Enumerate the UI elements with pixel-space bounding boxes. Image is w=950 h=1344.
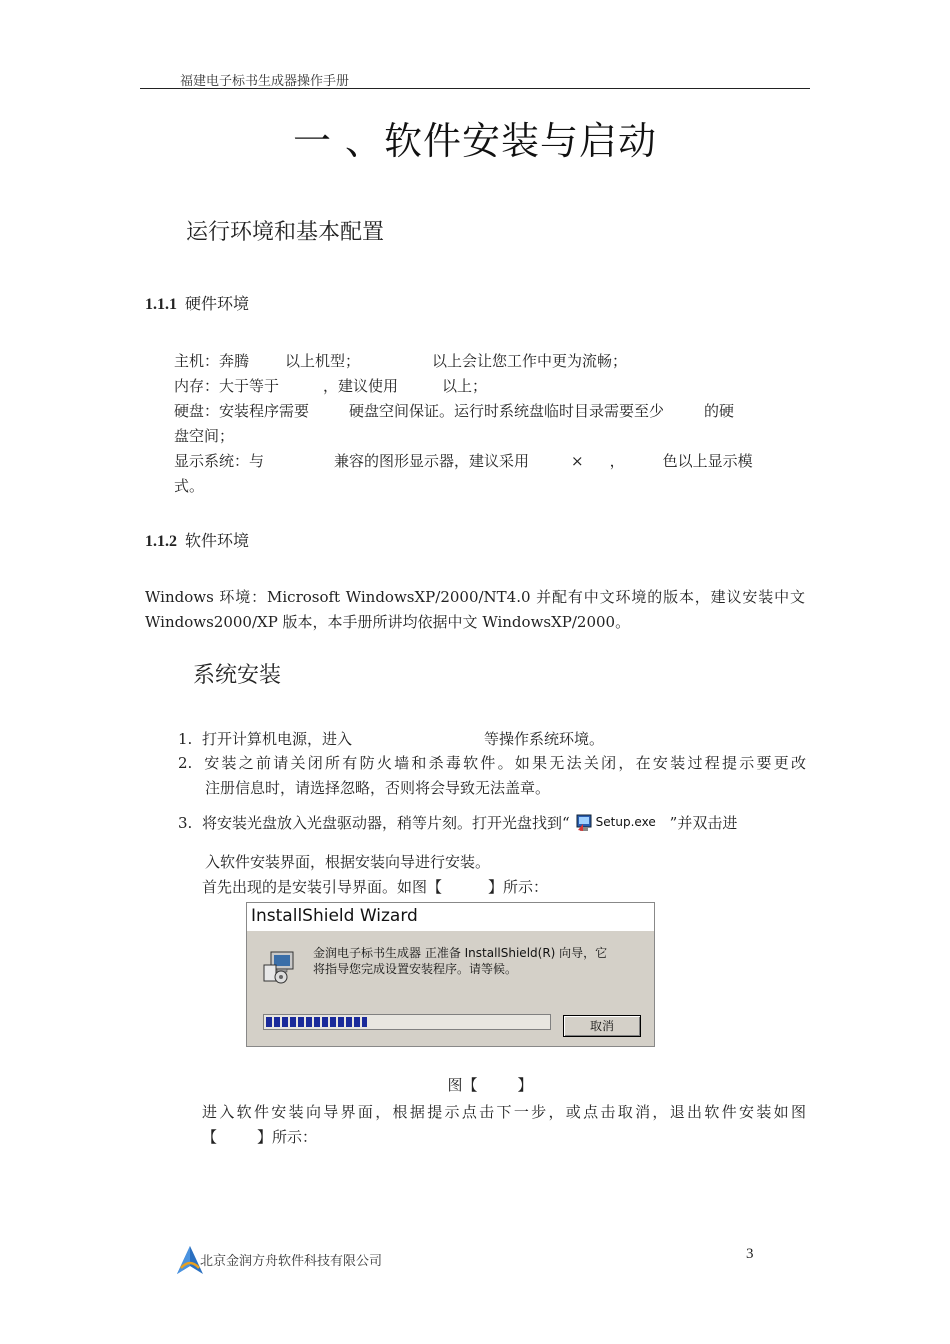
footer-company: 北京金润方舟软件科技有限公司 xyxy=(200,1254,383,1269)
text-span: × xyxy=(571,452,584,470)
text-span: 兼容的图形显示器，建议采用 xyxy=(334,452,530,470)
text-span: 将安装光盘放入光盘驱动器，稍等片刻。打开光盘找到“ xyxy=(202,814,570,832)
step-3-line3 xyxy=(202,876,548,897)
hardware-line-disk xyxy=(174,400,734,421)
header-rule xyxy=(140,88,810,89)
subsection-title: 软件环境 xyxy=(185,531,250,550)
subsection-title: 硬件环境 xyxy=(185,294,250,313)
section-heading-environment: 运行环境和基本配置 xyxy=(186,220,385,245)
dialog-message xyxy=(313,945,607,977)
figure-caption xyxy=(0,1074,950,1095)
hardware-line-display xyxy=(174,450,753,471)
step-2-line2: 注册信息时，请选择忽略，否则将会导致无法盖章。 xyxy=(205,779,551,797)
step-1 xyxy=(178,728,604,749)
after-paragraph-line2 xyxy=(202,1126,317,1147)
install-progress-fill xyxy=(266,1017,367,1027)
text-span: ，建议使用 xyxy=(323,377,399,395)
step-2-line1 xyxy=(178,752,806,773)
text-span: 以上会让您工作中更为流畅； xyxy=(432,352,628,370)
install-progress-bar xyxy=(263,1014,551,1030)
dialog-title: InstallShield Wizard xyxy=(251,906,418,926)
dialog-message-line: 将指导您完成设置安装程序。请等候。 xyxy=(313,962,518,976)
text-span: 】 xyxy=(517,1076,533,1094)
software-paragraph-line1: Windows 环境：Microsoft WindowsXP/2000/NT4.0 并配有中文环境的版本，建议安装中文 xyxy=(145,588,805,606)
text-span: 安装之前请关闭所有防火墙和杀毒软件。如果无法关闭，在安装过程提示要更改 xyxy=(202,754,806,772)
step-number: 2. xyxy=(178,754,193,772)
text-span: 】所示： xyxy=(488,878,549,896)
subsection-heading-hardware xyxy=(145,291,249,314)
text-span: ”并双击进 xyxy=(669,814,738,832)
text-span: 内存：大于等于 xyxy=(174,377,280,395)
cancel-button[interactable]: 取消 xyxy=(563,1015,641,1037)
text-span: 色以上显示模 xyxy=(662,452,753,470)
hardware-line-disk-cont: 盘空间； xyxy=(174,427,235,445)
text-span: 主机：奔腾 xyxy=(174,352,250,370)
text-span: 首先出现的是安装引导界面。如图【 xyxy=(202,878,443,896)
step-number: 1. xyxy=(178,730,193,748)
setup-exe-label: Setup.exe xyxy=(595,815,656,829)
step-number: 3. xyxy=(178,814,193,832)
text-span: 的硬 xyxy=(704,402,735,420)
dialog-message-line: 金润电子标书生成器 正准备 InstallShield(R) 向导，它 xyxy=(313,946,608,960)
text-span: 图【 xyxy=(447,1076,478,1094)
running-header: 福建电子标书生成器操作手册 xyxy=(180,74,350,89)
hardware-line-display-cont: 式。 xyxy=(174,477,205,495)
software-paragraph-line2: Windows2000/XP 版本，本手册所讲均依据中文 WindowsXP/2000。 xyxy=(145,613,631,631)
text-span: 以上； xyxy=(442,377,488,395)
text-span: ， xyxy=(609,452,625,470)
subsection-number: 1.1.1 xyxy=(145,296,177,313)
page-number: 3 xyxy=(746,1246,754,1262)
text-span: 【 xyxy=(202,1128,218,1146)
section-heading-install: 系统安装 xyxy=(193,663,282,688)
after-paragraph-line1: 进入软件安装向导界面，根据提示点击下一步，或点击取消，退出软件安装如图 xyxy=(202,1103,806,1121)
installer-icon xyxy=(576,814,592,832)
text-span: 硬盘空间保证。运行时系统盘临时目录需要至少 xyxy=(349,402,665,420)
text-span: 显示系统：与 xyxy=(174,452,265,470)
text-span: 以上机型； xyxy=(285,352,361,370)
step-3-line2: 入软件安装界面，根据安装向导进行安装。 xyxy=(205,853,491,871)
text-span: 】所示： xyxy=(257,1128,318,1146)
subsection-heading-software xyxy=(145,528,249,551)
subsection-number: 1.1.2 xyxy=(145,533,177,550)
computer-setup-icon xyxy=(261,949,297,985)
setup-exe-file xyxy=(574,812,666,836)
step-3-line1 xyxy=(178,812,737,836)
dialog-titlebar xyxy=(247,903,654,931)
chapter-title: 一 、软件安装与启动 xyxy=(292,119,658,163)
hardware-line-cpu xyxy=(174,350,627,371)
text-span: 打开计算机电源，进入 xyxy=(202,730,353,748)
installshield-dialog xyxy=(246,902,655,1047)
text-span: 硬盘：安装程序需要 xyxy=(174,402,310,420)
text-span: 等操作系统环境。 xyxy=(484,730,605,748)
hardware-line-memory xyxy=(174,375,487,396)
